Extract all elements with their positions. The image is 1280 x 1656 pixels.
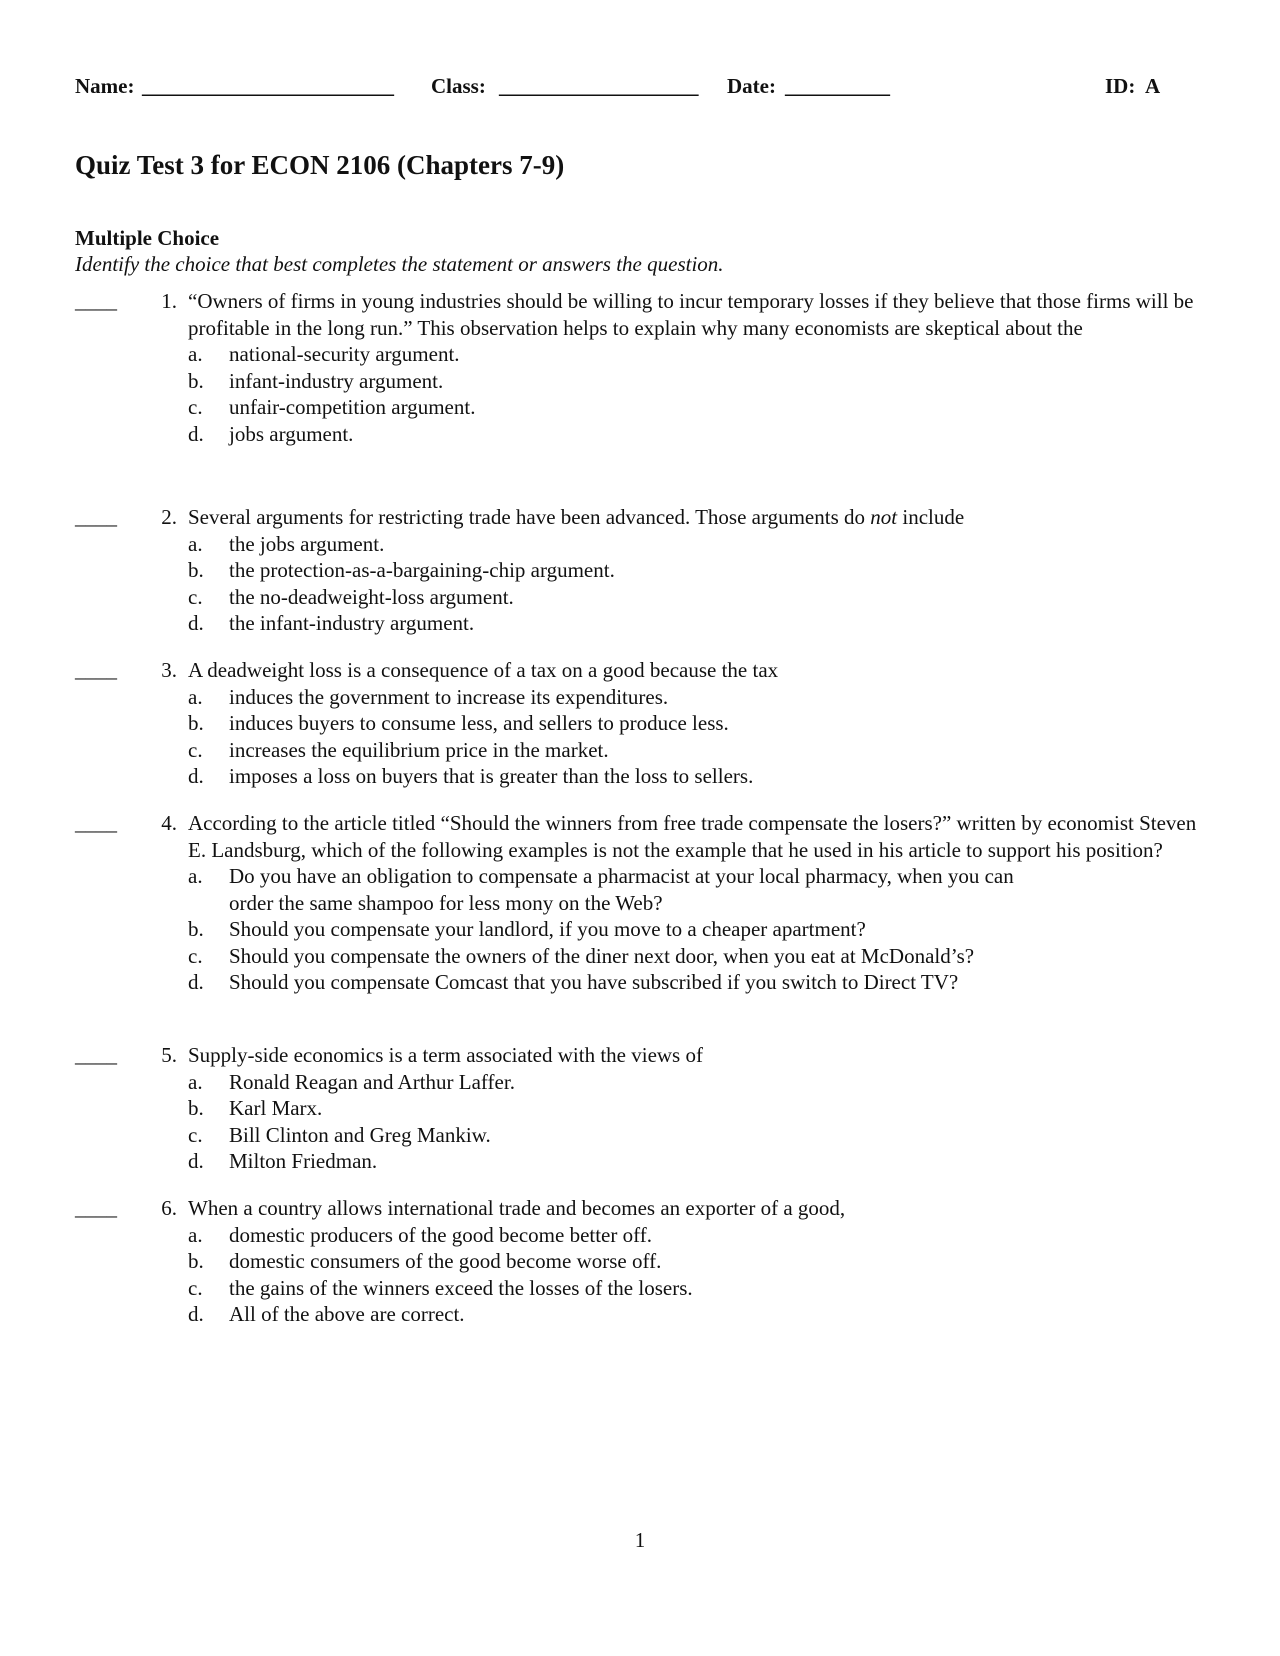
choice-text: induces the government to increase its expenditures. — [229, 684, 669, 709]
choice-b[interactable] — [188, 368, 1210, 395]
choice-letter: d. — [188, 421, 204, 446]
question-stem: A deadweight loss is a consequence of a tax on a good because the tax — [188, 658, 779, 682]
choice-letter: d. — [188, 1302, 204, 1326]
stem-text: Several arguments for restricting trade have been advanced. Those arguments do — [188, 505, 871, 529]
choice-list — [188, 341, 1210, 447]
choice-list — [188, 1069, 1210, 1175]
choice-c[interactable] — [188, 1275, 1210, 1302]
choice-c[interactable] — [188, 737, 1210, 764]
question-number: 1. — [161, 289, 177, 313]
choice-d[interactable] — [188, 1301, 1210, 1328]
id-value: A — [1145, 74, 1161, 98]
date-label: Date: — [727, 74, 776, 98]
section-title: Multiple Choice — [75, 226, 220, 250]
choice-c[interactable] — [188, 1122, 1210, 1149]
question-number: 5. — [161, 1043, 177, 1067]
choice-letter: a. — [188, 684, 203, 709]
choice-text: Bill Clinton and Greg Mankiw. — [229, 1122, 491, 1147]
choice-d[interactable] — [188, 763, 1210, 790]
question-number: 2. — [161, 505, 177, 529]
choice-letter: d. — [188, 764, 204, 788]
choice-d[interactable] — [188, 421, 1210, 448]
choice-letter: b. — [188, 1096, 204, 1120]
choice-letter: c. — [188, 737, 203, 762]
choice-letter: c. — [188, 1122, 203, 1147]
choice-text: Ronald Reagan and Arthur Laffer. — [229, 1069, 515, 1094]
choice-b[interactable] — [188, 916, 1210, 943]
choice-text: the jobs argument. — [229, 531, 385, 556]
choice-letter: a. — [188, 342, 203, 366]
date-field[interactable]: __________ — [785, 74, 890, 98]
choice-a[interactable] — [188, 341, 1210, 368]
question-stem: When a country allows international trade and becomes an exporter of a good, — [188, 1196, 846, 1220]
answer-blank[interactable]: ____ — [75, 1043, 117, 1067]
question-5 — [75, 1042, 1210, 1175]
choice-text: unfair-competition argument. — [229, 395, 476, 419]
choice-text: Should you compensate Comcast that you have subscribed if you switch to Direct TV? — [229, 970, 959, 994]
stem-emphasis: not — [870, 505, 898, 529]
choice-letter: a. — [188, 531, 203, 556]
question-3 — [75, 657, 1210, 790]
choice-list — [188, 531, 1210, 637]
question-stem — [188, 504, 1210, 531]
choice-text: Should you compensate your landlord, if you move to a cheaper apartment? — [229, 917, 866, 941]
section-instructions: Identify the choice that best completes the statement or answers the question. — [75, 252, 724, 276]
class-label: Class: — [431, 74, 486, 98]
question-1 — [75, 288, 1210, 447]
choice-letter: a. — [188, 1069, 203, 1094]
choice-d[interactable] — [188, 1148, 1210, 1175]
choice-text: domestic consumers of the good become worse off. — [229, 1249, 662, 1273]
choice-letter: a. — [188, 1222, 203, 1247]
choice-text: the gains of the winners exceed the losses of the losers. — [229, 1275, 693, 1300]
choice-letter: d. — [188, 1149, 204, 1173]
choice-text: imposes a loss on buyers that is greater than the loss to sellers. — [229, 764, 754, 788]
id-label: ID: — [1105, 74, 1136, 98]
answer-blank[interactable]: ____ — [75, 505, 117, 529]
choice-text: Should you compensate the owners of the diner next door, when you eat at McDonald’s? — [229, 943, 975, 968]
choice-text: the protection-as-a-bargaining-chip argument. — [229, 558, 615, 582]
question-stem: Supply-side economics is a term associated with the views of — [188, 1043, 703, 1067]
choice-letter: c. — [188, 584, 203, 609]
answer-blank[interactable]: ____ — [75, 811, 117, 835]
choice-text: domestic producers of the good become better off. — [229, 1222, 652, 1247]
name-field[interactable]: ________________________ — [142, 74, 394, 98]
choice-letter: b. — [188, 1249, 204, 1273]
question-6 — [75, 1195, 1210, 1328]
answer-blank[interactable]: ____ — [75, 658, 117, 682]
choice-text: Karl Marx. — [229, 1096, 323, 1120]
choice-text: induces buyers to consume less, and sellers to produce less. — [229, 711, 729, 735]
choice-list — [188, 684, 1210, 790]
choice-letter: c. — [188, 943, 203, 968]
choice-text: infant-industry argument. — [229, 368, 444, 393]
choice-d[interactable] — [188, 610, 1210, 637]
choice-letter: c. — [188, 1275, 203, 1300]
choice-b[interactable] — [188, 1095, 1210, 1122]
choice-text: Do you have an obligation to compensate a pharmacist at your local pharmacy, when you can order the same shampoo for less mony on the Web? — [229, 864, 1014, 915]
choice-letter: c. — [188, 395, 203, 419]
choice-letter: d. — [188, 611, 204, 635]
choice-text: Milton Friedman. — [229, 1149, 378, 1173]
choice-letter: d. — [188, 970, 204, 994]
choice-b[interactable] — [188, 1248, 1210, 1275]
choice-text: the no-deadweight-loss argument. — [229, 584, 514, 609]
choice-b[interactable] — [188, 557, 1210, 584]
question-stem: According to the article titled “Should the winners from free trade compensate the losers?” written by economist Steven E. Landsburg, which of the following examples is not the example that he used in his article to support his position? — [188, 811, 1197, 862]
choice-list — [188, 863, 1210, 996]
choice-c[interactable] — [188, 394, 1210, 421]
choice-text: All of the above are correct. — [229, 1302, 465, 1326]
choice-letter: b. — [188, 711, 204, 735]
question-2 — [75, 504, 1210, 637]
choice-letter: b. — [188, 917, 204, 941]
answer-blank[interactable]: ____ — [75, 1196, 117, 1220]
question-number: 4. — [161, 811, 177, 835]
name-label: Name: — [75, 74, 135, 98]
choice-a[interactable] — [188, 684, 1210, 711]
question-4 — [75, 810, 1210, 996]
page-number: 1 — [634, 1528, 646, 1552]
choice-a[interactable] — [188, 1222, 1210, 1249]
choice-letter: b. — [188, 558, 204, 582]
question-number: 6. — [161, 1196, 177, 1220]
choice-a[interactable] — [188, 1069, 1210, 1096]
stem-text: include — [897, 505, 965, 529]
choice-text: the infant-industry argument. — [229, 611, 475, 635]
choice-list — [188, 1222, 1210, 1328]
choice-text: increases the equilibrium price in the market. — [229, 737, 609, 762]
choice-a[interactable] — [188, 531, 1210, 558]
choice-b[interactable] — [188, 710, 1210, 737]
choice-text: national-security argument. — [229, 342, 460, 366]
choice-c[interactable] — [188, 943, 1210, 970]
choice-letter: b. — [188, 368, 204, 393]
question-number: 3. — [161, 658, 177, 682]
class-field[interactable]: ___________________ — [499, 74, 699, 98]
choice-text: jobs argument. — [229, 421, 354, 446]
quiz-title: Quiz Test 3 for ECON 2106 (Chapters 7-9) — [75, 150, 565, 180]
answer-blank[interactable]: ____ — [75, 289, 117, 313]
choice-d[interactable] — [188, 969, 1210, 996]
question-stem: “Owners of firms in young industries should be willing to incur temporary losses if they believe that those firms will be profitable in the long run.” This observation helps to explain why many economists are skeptical about the — [188, 289, 1194, 340]
choice-a[interactable] — [188, 863, 1210, 916]
choice-c[interactable] — [188, 584, 1210, 611]
choice-letter: a. — [188, 864, 203, 888]
header-row — [75, 74, 1170, 108]
